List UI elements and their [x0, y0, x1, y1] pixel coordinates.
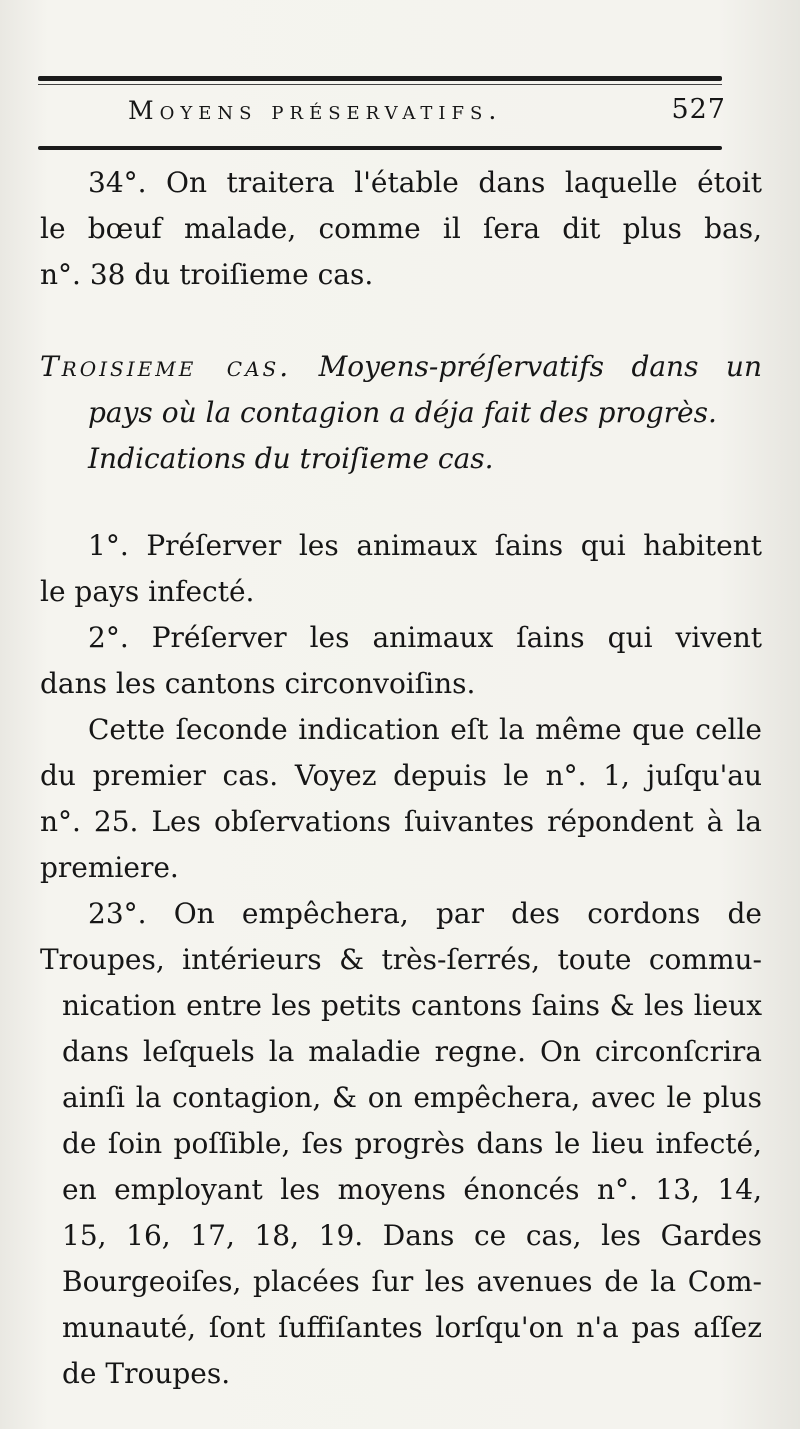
page-header	[40, 92, 730, 132]
section-heading	[40, 344, 762, 482]
text-line: du premier cas. Voyez depuis le n°. 1, juſqu'au	[40, 759, 762, 792]
text-line: nication entre les petits cantons ſains & les lieux	[62, 989, 762, 1022]
text-line: 15, 16, 17, 18, 19. Dans ce cas, les Gardes	[62, 1219, 762, 1252]
section-subtitle-line: pays où la contagion a déja fait des progrès.	[88, 396, 717, 429]
text-line: en employant les moyens énoncés n°. 13, 14,	[62, 1173, 762, 1206]
section-title-line	[40, 344, 762, 390]
text-line: 2°. Préſerver les animaux ſains qui vivent	[88, 621, 762, 654]
text-line: n°. 25. Les obſervations ſuivantes répondent à la	[40, 805, 762, 838]
section-subtitle-line: Indications du troiſieme cas.	[88, 442, 494, 475]
text-line: n°. 38 du troiſieme cas.	[40, 258, 374, 291]
paragraph-indication-2	[40, 615, 762, 707]
running-head: Moyens préservatifs.	[128, 96, 503, 125]
text-line: Bourgeoiſes, placées ſur les avenues de la Com-	[62, 1265, 762, 1298]
text-line: de ſoin poſſible, ſes progrès dans le lieu infecté,	[62, 1127, 762, 1160]
text-line: dans les cantons circonvoiſins.	[40, 667, 476, 700]
section-title: Troisieme cas.	[40, 350, 292, 383]
section-subtitle: Moyens-préſervatifs dans un	[318, 350, 762, 383]
paragraph-indication-1	[40, 523, 762, 615]
text-line: Cette ſeconde indication eſt la même que celle	[88, 713, 762, 746]
page-number: 527	[671, 94, 726, 125]
text-line: le bœuf malade, comme il ſera dit plus bas,	[40, 212, 762, 245]
header-rule-bottom	[38, 146, 722, 150]
text-line: munauté, ſont ſuffiſantes lorſqu'on n'a pas aſſez	[62, 1311, 762, 1344]
text-line: 1°. Préſerver les animaux ſains qui habitent	[88, 529, 762, 562]
text-line: le pays infecté.	[40, 575, 255, 608]
header-rule-top	[38, 76, 722, 81]
text-line: dans leſquels la maladie regne. On circonſcrira	[62, 1035, 762, 1068]
text-line: ainſi la contagion, & on empêchera, avec le plus	[62, 1081, 762, 1114]
paragraph-second-indication	[40, 707, 762, 891]
text-line: Troupes, intérieurs & très-ſerrés, toute commu-	[40, 943, 762, 976]
text-line: de Troupes.	[62, 1357, 231, 1390]
header-rule-top-thin	[38, 84, 722, 85]
paragraph-23	[40, 891, 762, 1397]
text-line: 34°. On traitera l'étable dans laquelle étoit	[88, 166, 762, 199]
paragraph-34	[40, 160, 762, 298]
text-line: 23°. On empêchera, par des cordons de	[88, 897, 762, 930]
text-line: premiere.	[40, 851, 179, 884]
